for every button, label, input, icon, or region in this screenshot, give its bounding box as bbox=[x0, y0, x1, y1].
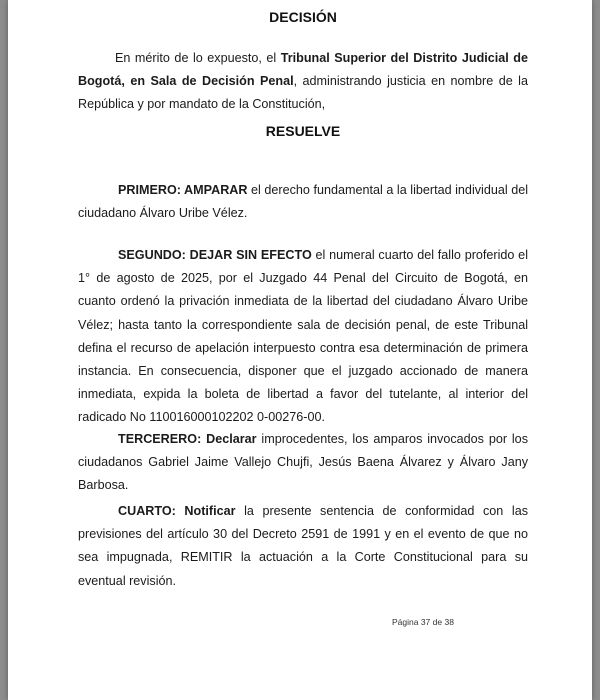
intro-paragraph bbox=[78, 47, 528, 117]
cuarto-text: la presente sentencia de conformidad con las previsiones del artículo 30 del Decreto 2591 de 1991 y en el evento de que no sea impugnada, REMITIR la actuación a la Corte Constitucional para su eventual revisión. bbox=[78, 504, 528, 588]
cuarto-paragraph bbox=[78, 500, 528, 593]
primero-text: el derecho fundamental a la libertad individual del ciudadano Álvaro Uribe Vélez. bbox=[78, 183, 529, 221]
tercero-paragraph bbox=[78, 428, 528, 498]
heading-decision: DECISIÓN bbox=[269, 9, 337, 25]
intro-court-name: Tribunal Superior del Distrito Judicial de Bogotá, en Sala de Decisión Penal bbox=[78, 51, 528, 89]
primero-label: PRIMERO: AMPARAR bbox=[118, 183, 248, 197]
intro-text-end: , administrando justicia en nombre de la República y por mandato de la Constitución, bbox=[78, 74, 528, 112]
tercero-label: TERCERERO: Declarar bbox=[118, 432, 257, 446]
primero-paragraph bbox=[78, 179, 528, 225]
segundo-paragraph bbox=[78, 244, 528, 430]
cuarto-label: CUARTO: Notificar bbox=[118, 504, 236, 518]
heading-resuelve: RESUELVE bbox=[265, 123, 341, 139]
segundo-label: SEGUNDO: DEJAR SIN EFECTO bbox=[118, 248, 312, 262]
page-number: Página 37 de 38 bbox=[392, 617, 454, 627]
tercero-text: improcedentes, los amparos invocados por los ciudadanos Gabriel Jaime Vallejo Chujfi, Jesús Baena Álvarez y Álvaro Jany Barbosa. bbox=[78, 432, 528, 493]
document-page bbox=[8, 0, 592, 700]
intro-text-start: En mérito de lo expuesto, el bbox=[115, 51, 281, 65]
segundo-text: el numeral cuarto del fallo proferido el 1° de agosto de 2025, por el Juzgado 44 Penal del Circuito de Bogotá, en cuanto ordenó la privación inmediata de la libertad del ciudadano Álvaro Uribe Vélez; hasta tanto la correspondiente sala de decisión penal, de este Tribunal defina el recurso de apelación interpuesto contra esa determinación de primera instancia. En consecuencia, disponer que el juzgado accionado de manera inmediata, expida la boleta de libertad a favor del tutelante, al interior del radicado No 110016000102202 0-00276-00. bbox=[78, 248, 528, 425]
